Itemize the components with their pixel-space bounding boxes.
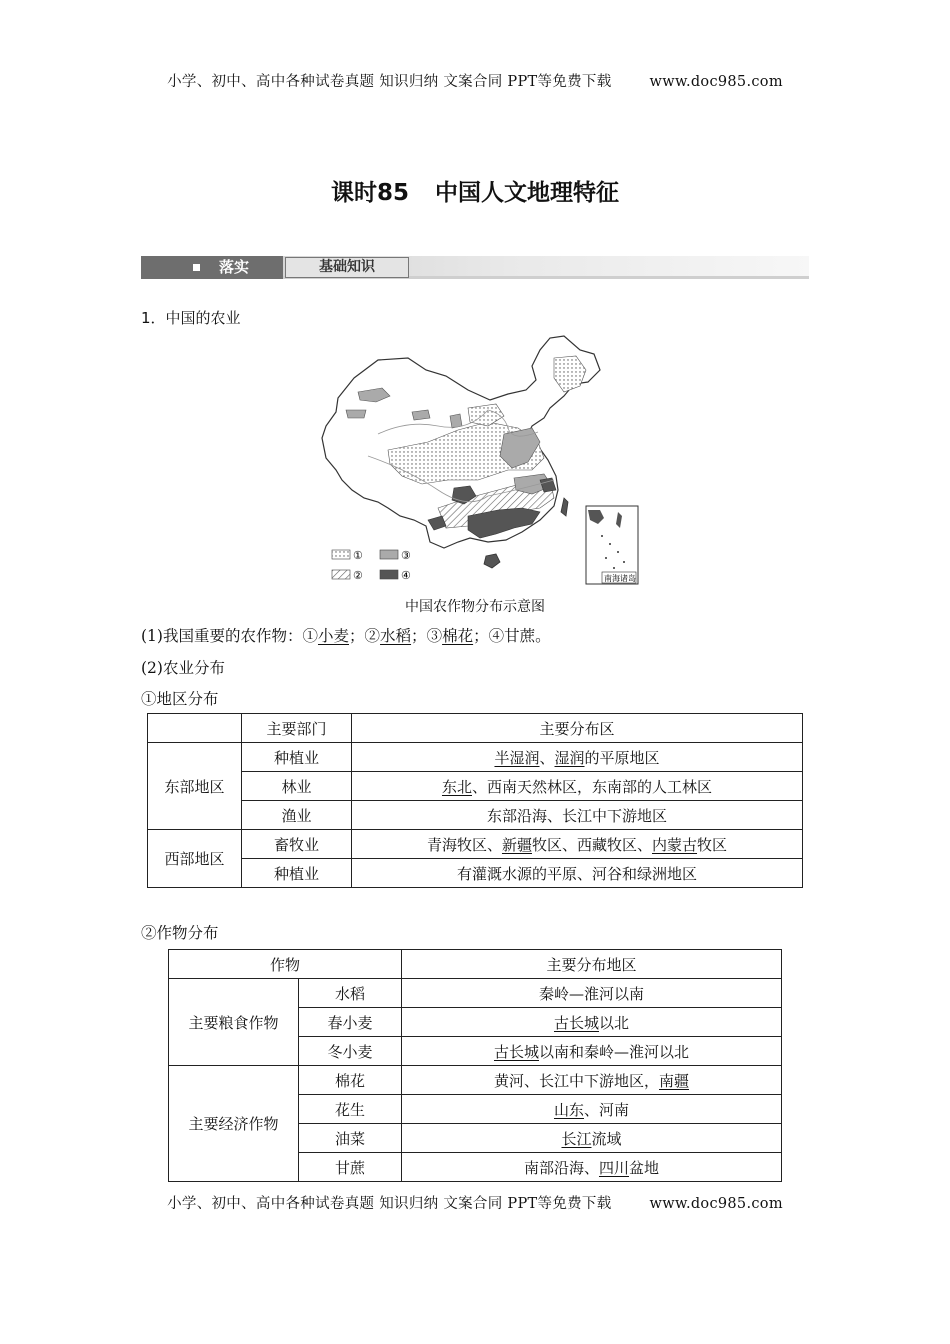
footer-site: www.doc985.com [649,1196,783,1212]
region-table [147,713,803,888]
table-row: 东部地区 种植业 半湿润、湿润的平原地区 [148,743,803,772]
square-icon [193,264,200,271]
table-row: 主要经济作物 棉花 黄河、长江中下游地区，南疆 [169,1066,782,1095]
region-heading: ①地区分布 [141,690,219,708]
table-row: 花生 山东、河南 [169,1095,782,1124]
south-china-sea-inset [586,506,638,584]
table-row: 油菜 长江流域 [169,1124,782,1153]
cotton-area-gansu [412,410,430,420]
footer-text: 小学、初中、高中各种试卷真题 知识归纳 文案合同 PPT等免费下载 [167,1196,612,1212]
lesson-topic: 中国人文地理特征 [435,180,619,206]
legend-mark-2: ② [353,569,363,582]
table-row: 渔业 东部沿海、长江中下游地区 [148,801,803,830]
answer-wheat: 小麦 [317,627,349,645]
crop-distribution-map [318,330,640,586]
header-area: 主要分布区 [352,714,803,743]
section-tag: 落实 [141,256,283,279]
table-row: 西部地区 畜牧业 青海牧区、新疆牧区、西藏牧区、内蒙古牧区 [148,830,803,859]
page-title [0,174,950,207]
answer-sugarcane: 甘蔗 [504,627,536,645]
taiwan-island [561,498,568,516]
section-heading: 1．中国的农业 [141,309,241,327]
page-header [0,70,950,91]
section-label: 基础知识 [285,257,409,278]
table-row: 主要粮食作物 水稻 秦岭—淮河以南 [169,979,782,1008]
dist-heading: (2)农业分布 [141,659,225,677]
region-west: 西部地区 [148,830,242,888]
cotton-area-xinjiang-s [346,410,366,418]
page-footer [0,1192,950,1213]
region-east: 东部地区 [148,743,242,830]
header-site: www.doc985.com [649,74,783,90]
table-row [169,950,782,979]
table-row: 种植业 有灌溉水源的平原、河谷和绿洲地区 [148,859,803,888]
lesson-number: 课时85 [330,180,409,206]
hainan-island [484,554,500,568]
header-sector: 主要部门 [242,714,352,743]
table-row: 甘蔗 南部沿海、四川盆地 [169,1153,782,1182]
legend-mark-4: ④ [401,569,411,582]
legend-mark-1: ① [353,549,363,562]
header-region: 主要分布地区 [402,950,782,979]
header-text: 小学、初中、高中各种试卷真题 知识归纳 文案合同 PPT等免费下载 [167,74,612,90]
crops-line: (1)我国重要的农作物：①小麦；②水稻；③棉花；④甘蔗。 [141,627,551,645]
answer-cotton: 棉花 [442,627,474,645]
answer-rice: 水稻 [380,627,412,645]
legend-mark-3: ③ [401,549,411,562]
crop-table [168,949,782,1182]
inset-label: 南海诸岛 [604,574,636,583]
table-row [148,714,803,743]
map-legend [332,549,411,582]
cotton-area-hexi [450,414,462,428]
section-bar [141,256,809,279]
table-row: 春小麦 古长城以北 [169,1008,782,1037]
group-grain: 主要粮食作物 [169,979,299,1066]
group-cash: 主要经济作物 [169,1066,299,1182]
crop-heading: ②作物分布 [141,924,219,942]
header-crop: 作物 [169,950,402,979]
map-caption: 中国农作物分布示意图 [405,599,545,615]
table-row: 林业 东北、西南天然林区，东南部的人工林区 [148,772,803,801]
table-row: 冬小麦 古长城以南和秦岭—淮河以北 [169,1037,782,1066]
